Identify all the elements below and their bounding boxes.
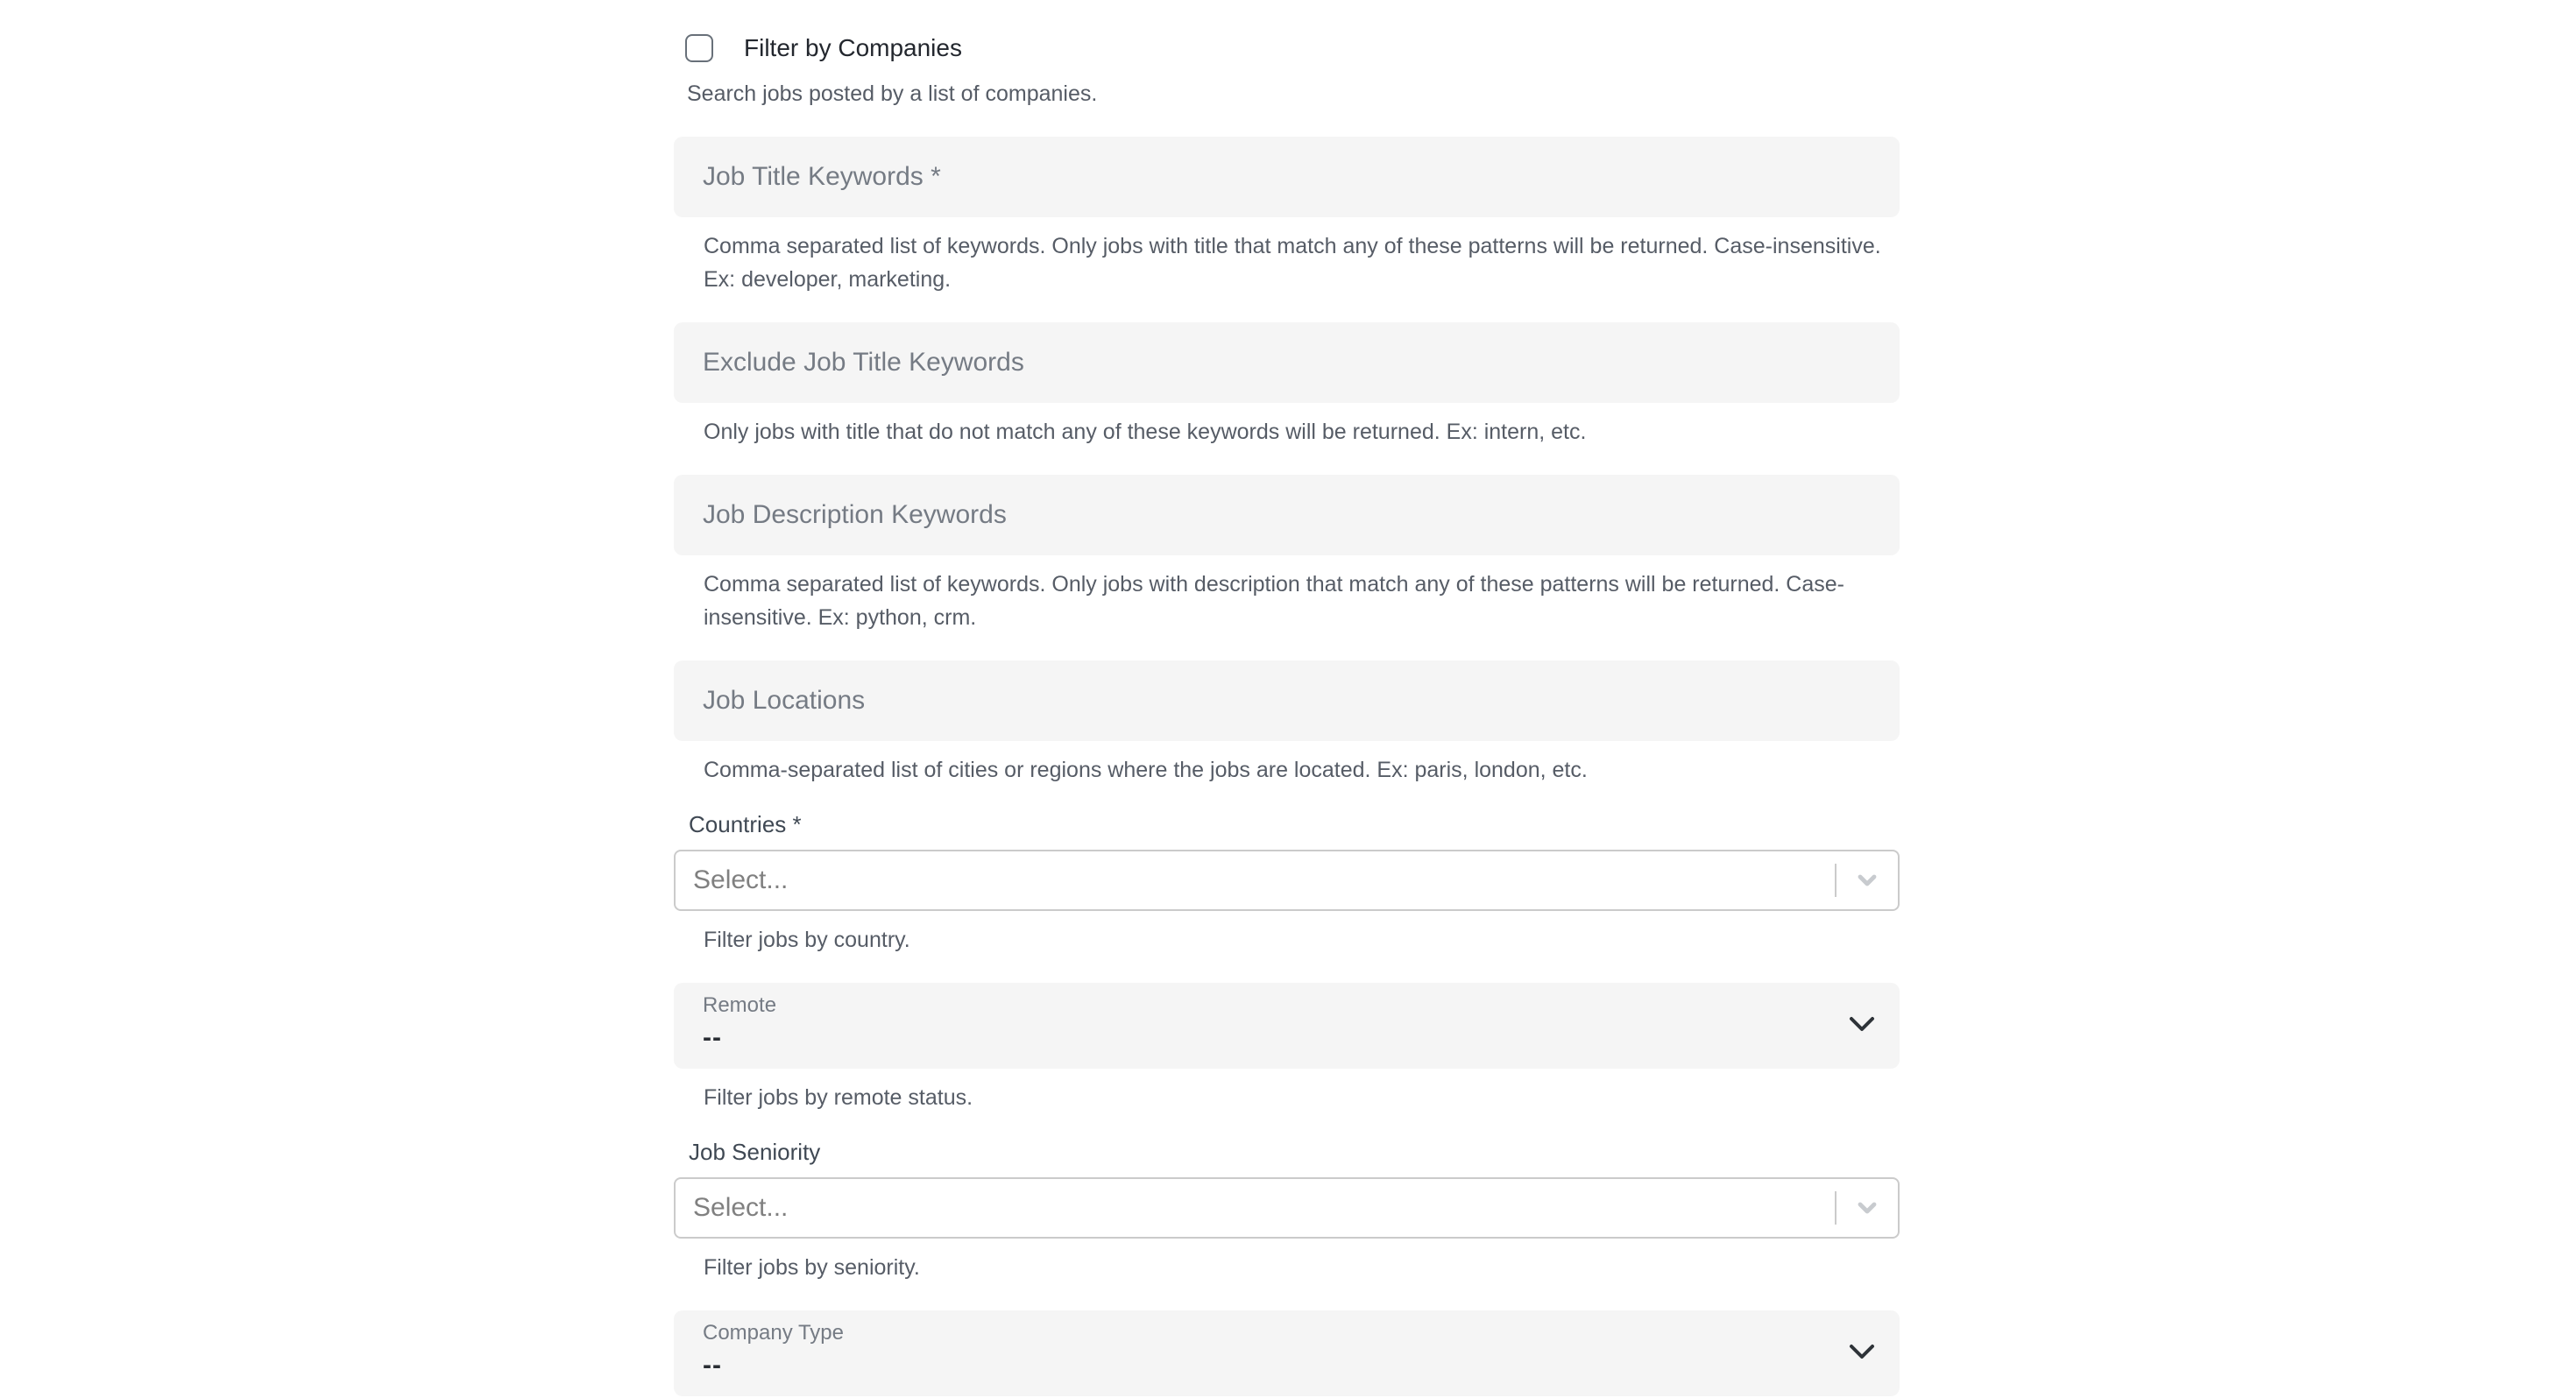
- remote-help: Filter jobs by remote status.: [704, 1085, 973, 1110]
- job-seniority-select-placeholder: Select...: [693, 1193, 789, 1222]
- chevron-down-icon[interactable]: [1836, 863, 1898, 898]
- countries-select-placeholder: Select...: [693, 865, 789, 894]
- countries-label: Countries *: [689, 811, 802, 837]
- job-seniority-label: Job Seniority: [689, 1139, 821, 1165]
- chevron-down-icon: [1849, 1016, 1875, 1037]
- filter-by-companies-checkbox[interactable]: [685, 34, 713, 62]
- job-description-keywords-input[interactable]: [674, 475, 1900, 555]
- filter-by-companies-label: Filter by Companies: [744, 34, 962, 61]
- filter-by-companies-row: [685, 33, 1900, 63]
- job-seniority-select[interactable]: [674, 1177, 1900, 1239]
- company-type-value: --: [703, 1351, 722, 1380]
- company-type-label: Company Type: [703, 1321, 844, 1345]
- job-description-keywords-help: Comma separated list of keywords. Only jobs with description that match any of these patterns will be returned. Case-insensitive. Ex: python, crm.: [704, 572, 1844, 630]
- filters-form: [674, 0, 1900, 1396]
- job-title-keywords-input[interactable]: [674, 137, 1900, 217]
- remote-label: Remote: [703, 993, 777, 1017]
- company-type-dropdown[interactable]: [674, 1310, 1900, 1396]
- remote-dropdown[interactable]: [674, 983, 1900, 1069]
- chevron-down-icon[interactable]: [1836, 1190, 1898, 1225]
- countries-help: Filter jobs by country.: [704, 928, 910, 952]
- job-locations-input[interactable]: [674, 660, 1900, 741]
- remote-value: --: [703, 1023, 722, 1052]
- countries-select[interactable]: [674, 850, 1900, 911]
- job-seniority-help: Filter jobs by seniority.: [704, 1255, 920, 1280]
- exclude-job-title-keywords-help: Only jobs with title that do not match any of these keywords will be returned. Ex: intern, etc.: [704, 420, 1587, 444]
- filter-by-companies-help: Search jobs posted by a list of companies.: [687, 81, 1098, 106]
- job-locations-help: Comma-separated list of cities or regions where the jobs are located. Ex: paris, london, etc.: [704, 758, 1588, 782]
- exclude-job-title-keywords-input[interactable]: [674, 322, 1900, 403]
- job-title-keywords-help: Comma separated list of keywords. Only jobs with title that match any of these patterns will be returned. Case-insensitive. Ex: developer, marketing.: [704, 234, 1881, 292]
- chevron-down-icon: [1849, 1344, 1875, 1365]
